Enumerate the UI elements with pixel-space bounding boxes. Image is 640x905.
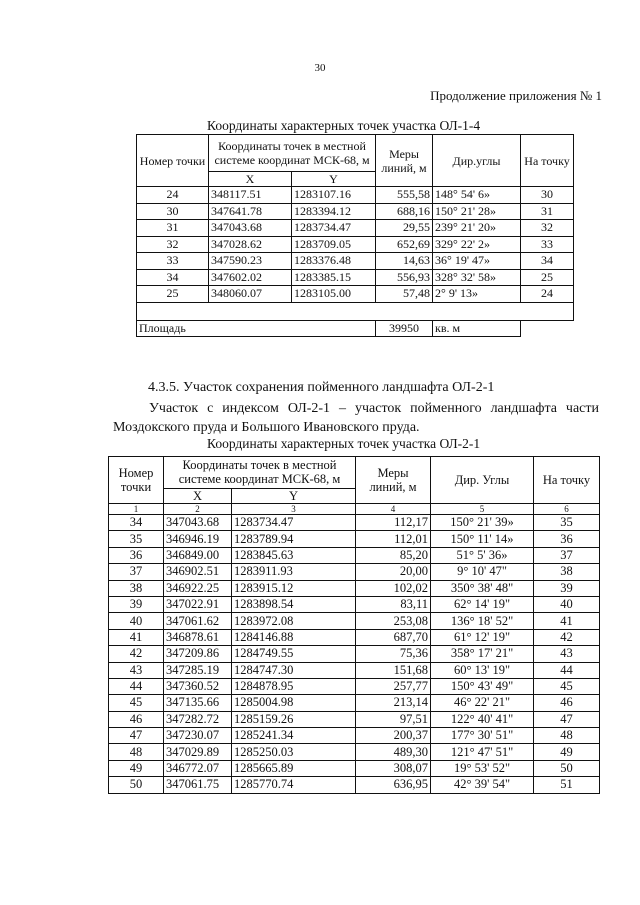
- t2-cell-point-no: 49: [109, 760, 164, 776]
- t1-cell-point-no: 31: [137, 220, 209, 237]
- t2-col-index: 5: [431, 504, 534, 515]
- t1-cell-point-no: 33: [137, 253, 209, 270]
- t1-cell-length: 29,55: [376, 220, 433, 237]
- t2-col-index: 2: [164, 504, 232, 515]
- t2-cell-length: 20,00: [356, 564, 431, 580]
- t2-cell-y: 1285004.98: [232, 695, 356, 711]
- t1-cell-angle: 329° 22' 2»: [433, 236, 521, 253]
- t2-cell-length: 83,11: [356, 596, 431, 612]
- t2-row: [109, 662, 600, 678]
- t2-cell-to-point: 43: [534, 646, 600, 662]
- t2-col-index: 4: [356, 504, 431, 515]
- t2-cell-to-point: 41: [534, 613, 600, 629]
- t2-row: [109, 678, 600, 694]
- t2-cell-angle: 51° 5' 36»: [431, 547, 534, 563]
- t2-cell-x: 346902.51: [164, 564, 232, 580]
- page-number: 30: [314, 62, 326, 74]
- t2-cell-angle: 122° 40' 41": [431, 711, 534, 727]
- t1-header-coords: Координаты точек в местной системе координат МСК-68, м: [209, 135, 376, 172]
- table1-caption: Координаты характерных точек участка ОЛ-1-4: [207, 118, 481, 133]
- t2-cell-x: 347029.89: [164, 744, 232, 760]
- t2-header-point-no: Номер точки: [109, 457, 164, 504]
- t1-header-to-point: На точку: [521, 135, 574, 187]
- t2-cell-angle: 61° 12' 19": [431, 629, 534, 645]
- t1-cell-x: 347590.23: [209, 253, 292, 270]
- t1-cell-point-no: 34: [137, 269, 209, 286]
- t2-cell-x: 347043.68: [164, 515, 232, 531]
- t2-cell-angle: 60° 13' 19": [431, 662, 534, 678]
- t2-cell-y: 1283972.08: [232, 613, 356, 629]
- t2-cell-angle: 358° 17' 21": [431, 646, 534, 662]
- t2-col-index: 1: [109, 504, 164, 515]
- t1-row: [137, 253, 574, 270]
- t2-cell-y: 1285250.03: [232, 744, 356, 760]
- t2-cell-point-no: 42: [109, 646, 164, 662]
- section-paragraph: Участок с индексом ОЛ-2-1 – участок пойменного ландшафта части Моздокского пруда и Большого Ивановского пруда.: [113, 401, 599, 435]
- t2-cell-point-no: 45: [109, 695, 164, 711]
- t2-cell-x: 347230.07: [164, 728, 232, 744]
- t2-cell-length: 75,36: [356, 646, 431, 662]
- t2-cell-y: 1284747.30: [232, 662, 356, 678]
- table2-caption: Координаты характерных точек участка ОЛ-2-1: [207, 436, 481, 451]
- t2-cell-length: 200,37: [356, 728, 431, 744]
- t2-cell-angle: 150° 43' 49": [431, 678, 534, 694]
- t2-cell-angle: 136° 18' 52": [431, 613, 534, 629]
- t1-area-empty: [521, 320, 574, 337]
- t1-cell-angle: 239° 21' 20»: [433, 220, 521, 237]
- t2-cell-length: 102,02: [356, 580, 431, 596]
- t2-cell-x: 347061.62: [164, 613, 232, 629]
- t1-cell-angle: 148° 54' 6»: [433, 187, 521, 204]
- t2-cell-y: 1284146.88: [232, 629, 356, 645]
- t2-cell-x: 346772.07: [164, 760, 232, 776]
- t2-cell-point-no: 38: [109, 580, 164, 596]
- t2-cell-x: 347022.91: [164, 596, 232, 612]
- t1-cell-angle: 150° 21' 28»: [433, 203, 521, 220]
- t2-header-angle: Дир. Углы: [431, 457, 534, 504]
- t2-cell-y: 1285159.26: [232, 711, 356, 727]
- t1-cell-point-no: 25: [137, 286, 209, 303]
- t2-row: [109, 711, 600, 727]
- section-heading: 4.3.5. Участок сохранения пойменного ландшафта ОЛ-2-1: [148, 380, 495, 395]
- t1-cell-x: 347602.02: [209, 269, 292, 286]
- t2-cell-y: 1283898.54: [232, 596, 356, 612]
- t1-cell-y: 1283376.48: [292, 253, 376, 270]
- t2-cell-to-point: 47: [534, 711, 600, 727]
- t2-row: [109, 515, 600, 531]
- t2-cell-length: 636,95: [356, 777, 431, 793]
- t2-cell-to-point: 38: [534, 564, 600, 580]
- t1-cell-point-no: 32: [137, 236, 209, 253]
- t1-header-angle: Дир.углы: [433, 135, 521, 187]
- t1-row: [137, 187, 574, 204]
- t1-row: [137, 286, 574, 303]
- t1-header-y: Y: [292, 172, 376, 187]
- t2-row: [109, 760, 600, 776]
- t2-header-coords: Координаты точек в местной системе координат МСК-68, м: [164, 457, 356, 489]
- t2-cell-y: 1284878.95: [232, 678, 356, 694]
- t2-cell-y: 1283915.12: [232, 580, 356, 596]
- t2-col-index: 3: [232, 504, 356, 515]
- t2-cell-length: 151,68: [356, 662, 431, 678]
- t2-cell-point-no: 44: [109, 678, 164, 694]
- t2-row: [109, 728, 600, 744]
- t1-cell-length: 57,48: [376, 286, 433, 303]
- t2-cell-x: 347282.72: [164, 711, 232, 727]
- t2-cell-y: 1283789.94: [232, 531, 356, 547]
- t1-row: [137, 236, 574, 253]
- t2-cell-x: 347061.75: [164, 777, 232, 793]
- t1-area-value: 39950: [376, 320, 433, 337]
- t2-cell-to-point: 40: [534, 596, 600, 612]
- t2-cell-x: 347285.19: [164, 662, 232, 678]
- t1-cell-y: 1283105.00: [292, 286, 376, 303]
- t2-cell-x: 347135.66: [164, 695, 232, 711]
- t1-cell-to-point: 25: [521, 269, 574, 286]
- t1-cell-point-no: 30: [137, 203, 209, 220]
- t1-cell-to-point: 34: [521, 253, 574, 270]
- t2-cell-to-point: 42: [534, 629, 600, 645]
- t2-row: [109, 564, 600, 580]
- t2-row: [109, 613, 600, 629]
- t2-cell-angle: 46° 22' 21": [431, 695, 534, 711]
- t1-cell-length: 556,93: [376, 269, 433, 286]
- t2-cell-point-no: 35: [109, 531, 164, 547]
- t2-row: [109, 580, 600, 596]
- t2-cell-length: 213,14: [356, 695, 431, 711]
- t1-row: [137, 203, 574, 220]
- t1-row: [137, 220, 574, 237]
- t1-empty-row: [137, 302, 574, 320]
- t2-cell-angle: 177° 30' 51": [431, 728, 534, 744]
- t2-header-y: Y: [232, 488, 356, 503]
- t2-row: [109, 629, 600, 645]
- t1-cell-to-point: 32: [521, 220, 574, 237]
- t1-cell-x: 348060.07: [209, 286, 292, 303]
- t1-cell-x: 348117.51: [209, 187, 292, 204]
- t2-row: [109, 531, 600, 547]
- t2-cell-to-point: 46: [534, 695, 600, 711]
- t2-cell-y: 1283734.47: [232, 515, 356, 531]
- t1-cell-to-point: 31: [521, 203, 574, 220]
- t1-cell-length: 14,63: [376, 253, 433, 270]
- t2-cell-to-point: 50: [534, 760, 600, 776]
- t2-row: [109, 596, 600, 612]
- t2-cell-x: 346946.19: [164, 531, 232, 547]
- t1-cell-angle: 2° 9' 13»: [433, 286, 521, 303]
- t1-cell-x: 347028.62: [209, 236, 292, 253]
- t2-cell-y: 1284749.55: [232, 646, 356, 662]
- t2-header-x: X: [164, 488, 232, 503]
- t2-cell-point-no: 36: [109, 547, 164, 563]
- t2-cell-x: 346849.00: [164, 547, 232, 563]
- t1-cell-y: 1283394.12: [292, 203, 376, 220]
- t1-cell-x: 347641.78: [209, 203, 292, 220]
- t2-cell-point-no: 43: [109, 662, 164, 678]
- t1-row: [137, 269, 574, 286]
- t2-cell-point-no: 41: [109, 629, 164, 645]
- t2-cell-length: 489,30: [356, 744, 431, 760]
- t2-cell-point-no: 46: [109, 711, 164, 727]
- t2-cell-to-point: 45: [534, 678, 600, 694]
- t2-header-length: Меры линий, м: [356, 457, 431, 504]
- t2-header-to-point: На точку: [534, 457, 600, 504]
- t2-cell-angle: 9° 10' 47": [431, 564, 534, 580]
- t2-cell-x: 347209.86: [164, 646, 232, 662]
- t2-cell-to-point: 39: [534, 580, 600, 596]
- t1-cell-length: 688,16: [376, 203, 433, 220]
- t2-row: [109, 744, 600, 760]
- t2-row: [109, 695, 600, 711]
- t2-cell-to-point: 35: [534, 515, 600, 531]
- t1-cell-to-point: 24: [521, 286, 574, 303]
- t2-cell-angle: 150° 11' 14»: [431, 531, 534, 547]
- t2-cell-to-point: 49: [534, 744, 600, 760]
- t2-cell-y: 1283845.63: [232, 547, 356, 563]
- t2-cell-to-point: 51: [534, 777, 600, 793]
- t2-cell-length: 253,08: [356, 613, 431, 629]
- t1-cell-to-point: 33: [521, 236, 574, 253]
- table1: [136, 134, 574, 337]
- t2-cell-length: 687,70: [356, 629, 431, 645]
- t1-area-unit: кв. м: [433, 320, 521, 337]
- t1-cell-y: 1283709.05: [292, 236, 376, 253]
- t2-cell-y: 1285665.89: [232, 760, 356, 776]
- t2-cell-point-no: 50: [109, 777, 164, 793]
- t1-cell-point-no: 24: [137, 187, 209, 204]
- t1-cell-y: 1283385.15: [292, 269, 376, 286]
- t2-cell-point-no: 48: [109, 744, 164, 760]
- t2-cell-angle: 121° 47' 51": [431, 744, 534, 760]
- t2-cell-x: 346878.61: [164, 629, 232, 645]
- t2-cell-y: 1283911.93: [232, 564, 356, 580]
- t2-cell-angle: 19° 53' 52": [431, 760, 534, 776]
- t1-cell-to-point: 30: [521, 187, 574, 204]
- t1-cell-length: 555,58: [376, 187, 433, 204]
- t2-cell-length: 257,77: [356, 678, 431, 694]
- t2-cell-point-no: 39: [109, 596, 164, 612]
- t2-row: [109, 777, 600, 793]
- t1-header-x: X: [209, 172, 292, 187]
- t2-cell-length: 112,01: [356, 531, 431, 547]
- t2-cell-angle: 350° 38' 48": [431, 580, 534, 596]
- t2-cell-to-point: 48: [534, 728, 600, 744]
- t2-cell-to-point: 37: [534, 547, 600, 563]
- t2-cell-length: 85,20: [356, 547, 431, 563]
- t2-cell-point-no: 37: [109, 564, 164, 580]
- t1-cell-x: 347043.68: [209, 220, 292, 237]
- t1-header-length: Меры линий, м: [376, 135, 433, 187]
- t1-cell-angle: 328° 32' 58»: [433, 269, 521, 286]
- t2-cell-y: 1285241.34: [232, 728, 356, 744]
- t2-cell-y: 1285770.74: [232, 777, 356, 793]
- t2-row: [109, 547, 600, 563]
- t2-cell-to-point: 36: [534, 531, 600, 547]
- t1-area-label: Площадь: [137, 320, 376, 337]
- t1-cell-y: 1283107.16: [292, 187, 376, 204]
- t2-cell-point-no: 34: [109, 515, 164, 531]
- t2-cell-angle: 42° 39' 54": [431, 777, 534, 793]
- t2-cell-angle: 62° 14' 19": [431, 596, 534, 612]
- t2-cell-length: 112,17: [356, 515, 431, 531]
- t2-cell-length: 308,07: [356, 760, 431, 776]
- appendix-note: Продолжение приложения № 1: [430, 88, 602, 103]
- t1-header-point-no: Номер точки: [137, 135, 209, 187]
- t1-cell-y: 1283734.47: [292, 220, 376, 237]
- table2: [108, 456, 600, 794]
- t1-cell-angle: 36° 19' 47»: [433, 253, 521, 270]
- t1-cell-length: 652,69: [376, 236, 433, 253]
- t2-cell-angle: 150° 21' 39»: [431, 515, 534, 531]
- t2-cell-length: 97,51: [356, 711, 431, 727]
- t2-col-index: 6: [534, 504, 600, 515]
- t2-cell-x: 347360.52: [164, 678, 232, 694]
- t2-cell-point-no: 40: [109, 613, 164, 629]
- t2-cell-x: 346922.25: [164, 580, 232, 596]
- t2-cell-to-point: 44: [534, 662, 600, 678]
- t2-row: [109, 646, 600, 662]
- t2-cell-point-no: 47: [109, 728, 164, 744]
